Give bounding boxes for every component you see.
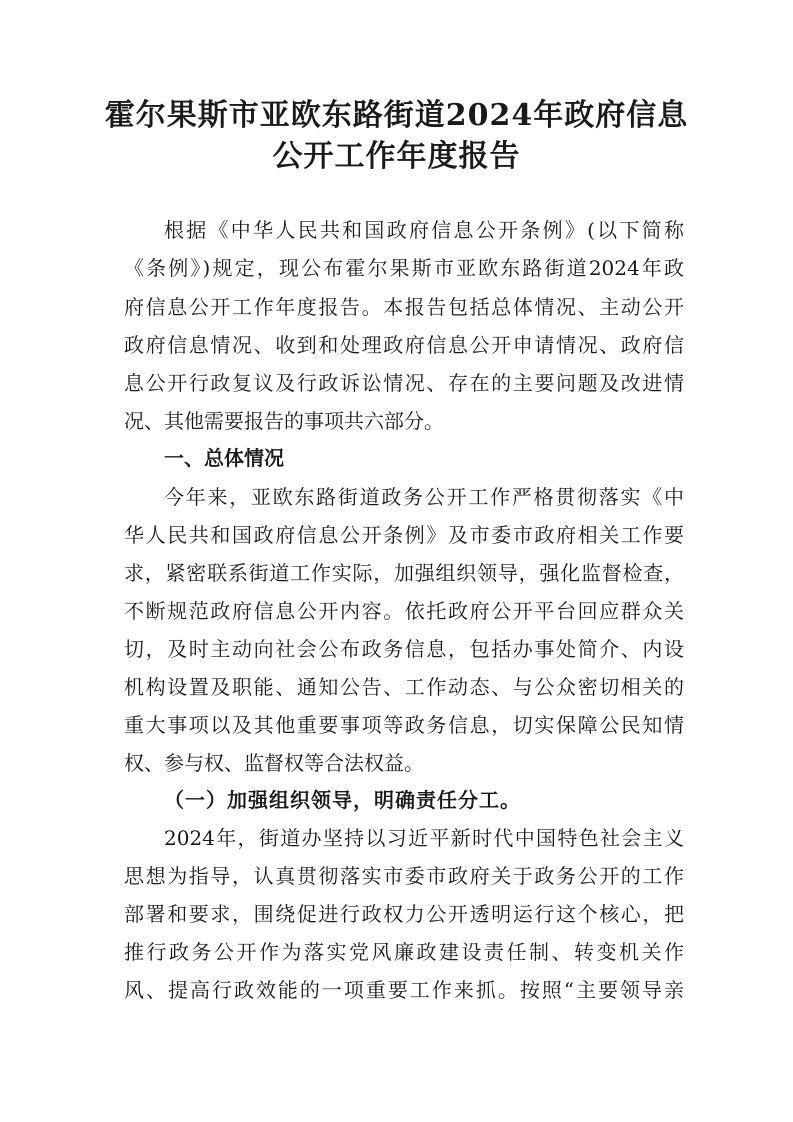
intro-line: 根据《中华人民共和国政府信息公开条例》(以下简称: [164, 218, 684, 242]
document-title-line-2: 公开工作年度报告: [272, 139, 521, 174]
section1-line: 重大事项以及其他重要事项等政务信息，切实保障公民知情: [124, 713, 684, 737]
intro-line: 况、其他需要报告的事项共六部分。: [124, 409, 444, 433]
section1-line: 求，紧密联系街道工作实际，加强组织领导，强化监督检查，: [124, 561, 684, 585]
section1-line: 不断规范政府信息公开内容。依托政府公开平台回应群众关: [124, 599, 684, 623]
section1-line: 切，及时主动向社会公布政务信息，包括办事处简介、内设: [124, 637, 684, 661]
document-title-line-1: 霍尔果斯市亚欧东路街道2024年政府信息: [104, 98, 689, 133]
subsection-heading: （一）加强组织领导，明确责任分工。: [164, 788, 521, 812]
intro-line: 府信息公开工作年度报告。本报告包括总体情况、主动公开: [124, 295, 684, 319]
subsection1-line: 2024年，街道办坚持以习近平新时代中国特色社会主义: [164, 826, 684, 850]
intro-line: 息公开行政复议及行政诉讼情况、存在的主要问题及改进情: [124, 371, 684, 395]
section-heading: 一、总体情况: [164, 446, 284, 470]
subsection1-line: 思想为指导，认真贯彻落实市委市政府关于政务公开的工作: [124, 864, 684, 888]
subsection1-line: 风、提高行政效能的一项重要工作来抓。按照“主要领导亲: [124, 978, 684, 1002]
intro-line: 《条例》)规定，现公布霍尔果斯市亚欧东路街道2024年政: [124, 256, 684, 280]
section1-line: 今年来，亚欧东路街道政务公开工作严格贯彻落实《中: [164, 485, 684, 509]
section1-line: 机构设置及职能、通知公告、工作动态、与公众密切相关的: [124, 675, 684, 699]
section1-line: 权、参与权、监督权等合法权益。: [124, 751, 424, 775]
subsection1-line: 部署和要求，围绕促进行政权力公开透明运行这个核心，把: [124, 902, 684, 926]
subsection1-line: 推行政务公开作为落实党风廉政建设责任制、转变机关作: [124, 940, 684, 964]
intro-line: 政府信息情况、收到和处理政府信息公开申请情况、政府信: [124, 333, 684, 357]
section1-line: 华人民共和国政府信息公开条例》及市委市政府相关工作要: [124, 523, 684, 547]
